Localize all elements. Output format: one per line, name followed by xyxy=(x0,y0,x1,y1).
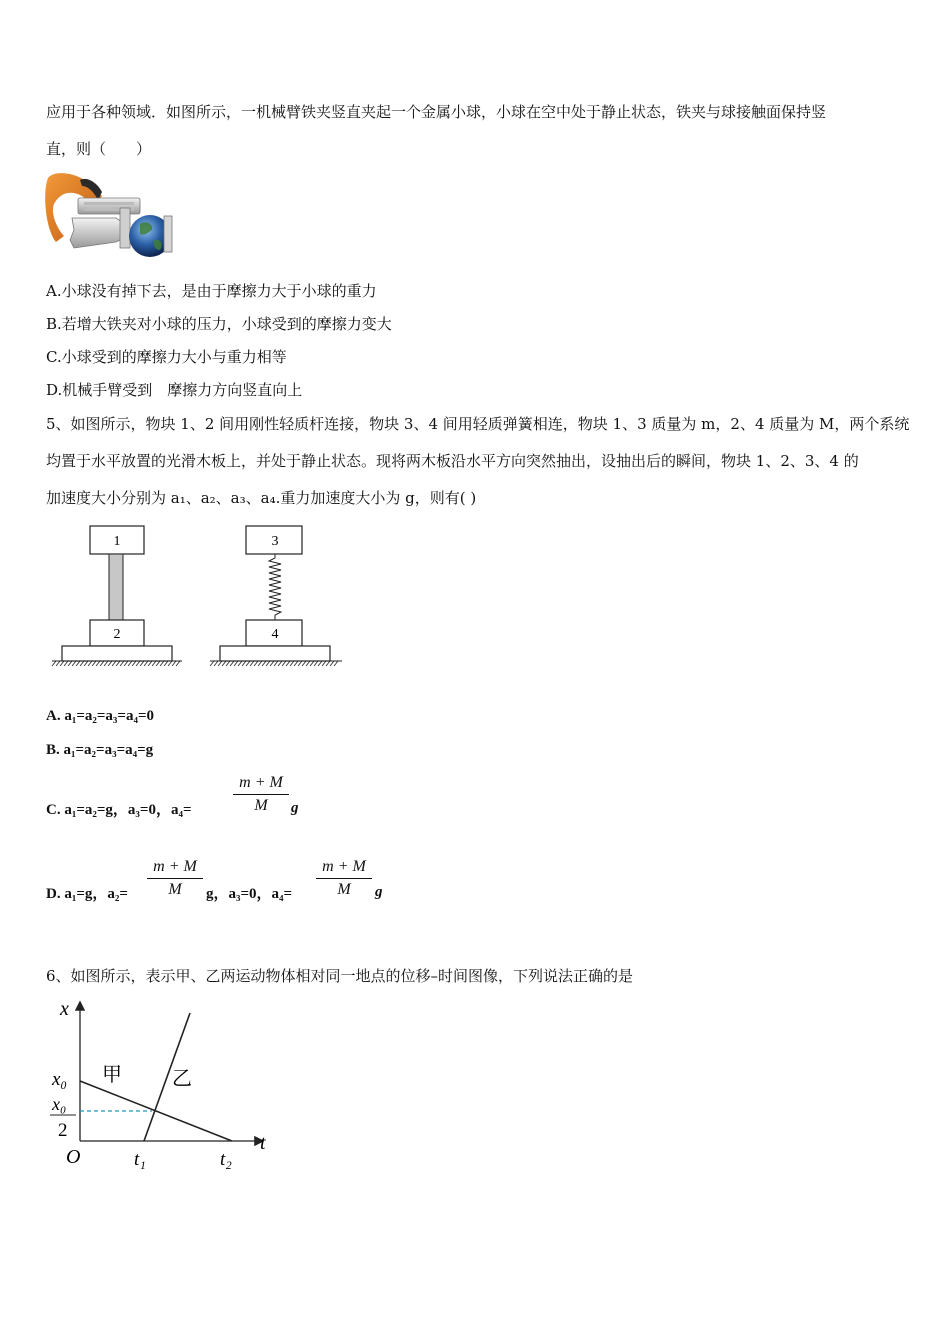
ground-hatch xyxy=(218,661,222,666)
ground-hatch xyxy=(222,661,226,666)
ground-hatch xyxy=(330,661,334,666)
q5-line3: 加速度大小分别为 a₁、a₂、a₃、a₄.重力加速度大小为 g，则有( ) xyxy=(46,489,477,507)
ground-hatch xyxy=(80,661,84,666)
q5-option-a: A. a₁=a₂=a₃=a₄=0 xyxy=(46,708,155,724)
ground-hatch xyxy=(266,661,270,666)
t1-label: t₁ xyxy=(134,1149,146,1170)
fraction-denominator: M xyxy=(254,797,268,814)
ground-hatch xyxy=(214,661,218,666)
ground-hatch xyxy=(96,661,100,666)
ground-hatch xyxy=(72,661,76,666)
rigid-rod xyxy=(109,554,123,620)
ground-hatch xyxy=(176,661,180,666)
q5-line1: 5、如图所示，物块 1、2 间用刚性轻质杆连接，物块 3、4 间用轻质弹簧相连，物块 1、3 质量为 m，2、4 质量为 M，两个系统 xyxy=(46,415,910,433)
ground-hatch xyxy=(306,661,310,666)
x-axis-label: t xyxy=(260,1132,266,1154)
q5-option-b: B. a₁=a₂=a₃=a₄=g xyxy=(46,742,154,758)
ground-hatch xyxy=(172,661,176,666)
ground-hatch xyxy=(262,661,266,666)
fraction-numerator: m + M xyxy=(316,856,372,879)
q4-option-c: C.小球受到的摩擦力大小与重力相等 xyxy=(46,348,287,366)
ground-hatch xyxy=(242,661,246,666)
q5-line2: 均置于水平放置的光滑木板上，并处于静止状态。现将两木板沿水平方向突然抽出，设抽出后的瞬间，物块 1、2、3、4 的 xyxy=(46,452,859,470)
block-1-label: 1 xyxy=(113,534,121,549)
q4-line2: 直，则（ ） xyxy=(46,140,152,158)
blocks-diagram xyxy=(48,520,348,672)
ground-hatch xyxy=(310,661,314,666)
ground-hatch xyxy=(136,661,140,666)
series-yi-label: 乙 xyxy=(172,1068,192,1090)
block-2-label: 2 xyxy=(113,627,121,642)
fraction-denominator: M xyxy=(168,881,182,898)
q4-option-b: B.若增大铁夹对小球的压力，小球受到的摩擦力变大 xyxy=(46,315,392,333)
ground-hatch xyxy=(250,661,254,666)
ground-hatch xyxy=(164,661,168,666)
ground-hatch xyxy=(56,661,60,666)
ground-hatch xyxy=(100,661,104,666)
q4-option-d: D.机械手臂受到 摩擦力方向竖直向上 xyxy=(46,381,303,399)
ground-hatch xyxy=(108,661,112,666)
block-3-label: 3 xyxy=(271,534,279,549)
y-tick-x0: x₀ xyxy=(52,1069,68,1090)
ground-hatch xyxy=(226,661,230,666)
ground-hatch xyxy=(290,661,294,666)
q5-option-d-g: g xyxy=(375,884,383,900)
ground-hatch xyxy=(210,661,214,666)
ground-hatch xyxy=(302,661,306,666)
q4-option-a: A.小球没有掉下去，是由于摩擦力大于小球的重力 xyxy=(46,282,377,300)
ground-hatch xyxy=(140,661,144,666)
q6-line1: 6、如图所示，表示甲、乙两运动物体相对同一地点的位移–时间图像，下列说法正确的是 xyxy=(46,967,634,985)
origin-label: O xyxy=(66,1146,81,1168)
ground-hatch xyxy=(318,661,322,666)
y-tick-half-den: 2 xyxy=(58,1120,68,1141)
q5-option-c-g: g xyxy=(291,800,299,816)
ground-hatch xyxy=(84,661,88,666)
q5-option-d-fraction-1 xyxy=(147,856,203,901)
ground-hatch xyxy=(68,661,72,666)
ground-hatch xyxy=(258,661,262,666)
ground-hatch xyxy=(270,661,274,666)
ground-hatch xyxy=(294,661,298,666)
ground-hatch xyxy=(144,661,148,666)
robot-arm-ball-illustration xyxy=(44,170,176,262)
q4-line1: 应用于各种领域．如图所示，一机械臂铁夹竖直夹起一个金属小球，小球在空中处于静止状态，铁夹与球接触面保持竖 xyxy=(46,103,827,121)
q5-option-d-prefix: D. a₁=g，a₂= xyxy=(46,886,128,902)
ground-hatch xyxy=(238,661,242,666)
fraction-denominator: M xyxy=(337,881,351,898)
q5-option-d-mid: g，a₃=0，a₄= xyxy=(206,886,293,902)
ground-hatch xyxy=(132,661,136,666)
q5-option-c-fraction xyxy=(233,772,289,817)
ground-hatch xyxy=(92,661,96,666)
ground-hatch xyxy=(168,661,172,666)
ground-hatch xyxy=(234,661,238,666)
y-tick-half-num: x₀ xyxy=(52,1094,67,1114)
ground-hatch xyxy=(52,661,56,666)
ground-hatch xyxy=(322,661,326,666)
ground-hatch xyxy=(148,661,152,666)
ground-hatch xyxy=(76,661,80,666)
board-right xyxy=(220,646,330,661)
ground-hatch xyxy=(120,661,124,666)
ground-hatch xyxy=(156,661,160,666)
ground-hatch xyxy=(88,661,92,666)
ground-hatch xyxy=(152,661,156,666)
series-jia-label: 甲 xyxy=(102,1064,122,1086)
ground-hatch xyxy=(60,661,64,666)
t2-label: t₂ xyxy=(220,1149,232,1170)
ground-hatch xyxy=(274,661,278,666)
ground-hatch xyxy=(314,661,318,666)
y-axis-label: x xyxy=(60,998,69,1020)
ground-hatch xyxy=(278,661,282,666)
ground-hatch xyxy=(160,661,164,666)
ground-hatch xyxy=(254,661,258,666)
ground-hatch xyxy=(334,661,338,666)
ground-hatch xyxy=(286,661,290,666)
ground-hatch xyxy=(64,661,68,666)
fraction-numerator: m + M xyxy=(233,772,289,795)
q5-option-c-prefix: C. a₁=a₂=g，a₃=0，a₄= xyxy=(46,802,192,818)
ground-hatch xyxy=(282,661,286,666)
board-left xyxy=(62,646,172,661)
ground-hatch xyxy=(104,661,108,666)
spring xyxy=(269,554,281,620)
ground-hatch xyxy=(116,661,120,666)
ground-hatch xyxy=(298,661,302,666)
ground-hatch xyxy=(112,661,116,666)
ground-hatch xyxy=(230,661,234,666)
fraction-numerator: m + M xyxy=(147,856,203,879)
displacement-time-graph xyxy=(44,995,280,1175)
ground-hatch xyxy=(128,661,132,666)
block-4-label: 4 xyxy=(271,627,279,642)
q5-option-d-fraction-2 xyxy=(316,856,372,901)
ground-hatch xyxy=(124,661,128,666)
ground-hatch xyxy=(246,661,250,666)
ground-hatch xyxy=(326,661,330,666)
